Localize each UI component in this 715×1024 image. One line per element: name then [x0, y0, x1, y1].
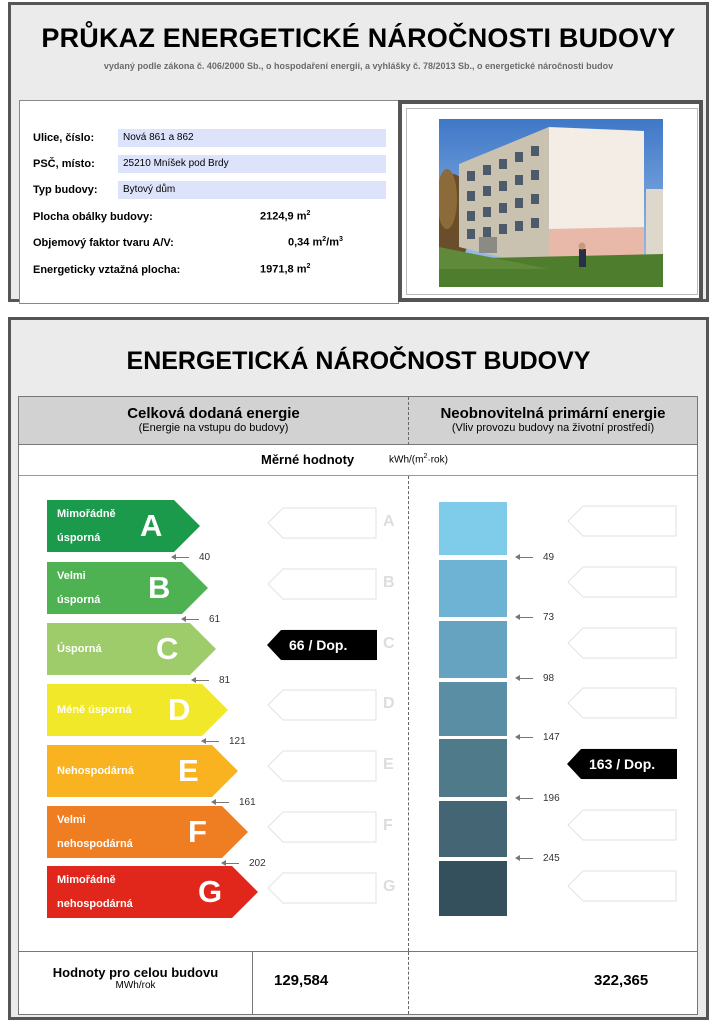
energy-performance-section — [8, 317, 709, 1020]
energy-class-letter: B — [148, 570, 171, 605]
energy-class-letter: D — [168, 692, 191, 727]
envelope-label: Plocha obálky budovy: — [33, 211, 153, 223]
delivered-energy-class-letter: G — [383, 878, 396, 895]
reference-area-label: Energeticky vztažná plocha: — [33, 264, 181, 276]
energy-class-letter: E — [178, 753, 199, 788]
whole-building-label: Hodnoty pro celou budovu — [52, 965, 219, 980]
primary-energy-threshold: 196 — [519, 793, 560, 804]
whole-building-unit: MWh/rok — [115, 980, 156, 991]
delivered-energy-class-letter: C — [383, 635, 395, 652]
street-field: Nová 861 a 862 — [118, 129, 386, 147]
delivered-energy-subtitle: (Energie na vstupu do budovy) — [138, 422, 289, 434]
bottom-column-divider — [408, 952, 409, 1014]
primary-energy-class-segment — [439, 861, 507, 916]
primary-energy-rating-badge: 163 / Dop. — [567, 749, 677, 779]
delivered-energy-threshold: 161 — [215, 797, 256, 808]
delivered-energy-class-letter: B — [383, 574, 395, 591]
whole-building-label-cell — [19, 952, 253, 1014]
primary-energy-class-segment — [439, 682, 507, 736]
energy-class-letter: G — [198, 874, 223, 909]
envelope-value: 2124,9 $m^2$ — [260, 210, 311, 223]
primary-energy-empty-marker — [567, 505, 677, 537]
energy-class-name: Velmi úsporná — [57, 570, 101, 606]
primary-energy-class-segment — [439, 560, 507, 617]
primary-energy-subtitle: (Vliv provozu budovy na životní prostředí) — [451, 422, 655, 434]
primary-energy-title: Neobnovitelná primární energie — [440, 405, 666, 422]
primary-energy-empty-marker — [567, 627, 677, 659]
zip-field: 25210 Mníšek pod Brdy — [118, 155, 386, 173]
certificate-title: PRŮKAZ ENERGETICKÉ NÁROČNOSTI BUDOVY — [41, 23, 676, 53]
delivered-energy-title: Celková dodaná energie — [127, 405, 300, 422]
energy-class-name: Nehospodárná — [57, 765, 135, 777]
building-photo-panel — [398, 100, 703, 302]
delivered-energy-total: 129,584 — [274, 972, 329, 989]
primary-energy-threshold: 73 — [519, 612, 554, 623]
primary-energy-class-segment — [439, 739, 507, 797]
delivered-energy-threshold: 81 — [195, 675, 230, 686]
building-photo — [439, 119, 663, 287]
primary-energy-empty-marker — [567, 687, 677, 719]
energy-class-name: Úsporná — [57, 643, 102, 655]
delivered-energy-threshold: 202 — [225, 858, 266, 869]
primary-energy-threshold: 147 — [519, 732, 560, 743]
delivered-energy-threshold: 61 — [185, 614, 220, 625]
energy-class-letter: A — [140, 508, 163, 543]
energy-class-name: Méně úsporná — [57, 704, 132, 716]
building-info-panel — [19, 100, 399, 304]
street-label: Ulice, číslo: — [33, 132, 95, 144]
delivered-energy-threshold: 121 — [205, 736, 246, 747]
primary-energy-total: 322,365 — [594, 972, 649, 989]
primary-energy-class-segment — [439, 621, 507, 678]
zip-label: PSČ, místo: — [33, 158, 95, 170]
energy-class-letter: F — [188, 814, 207, 849]
energy-class-name: Mimořádně úsporná — [57, 508, 116, 544]
energy-class-name: Velmi nehospodárná — [57, 814, 133, 850]
primary-energy-threshold: 98 — [519, 673, 554, 684]
primary-energy-empty-marker — [567, 870, 677, 902]
certificate-header — [8, 2, 709, 302]
type-label: Typ budovy: — [33, 184, 98, 196]
certificate-subtitle: vydaný podle zákona č. 406/2000 Sb., o hospodaření energií, a vyhlášky č. 78/2013 Sb., o energetické náročnosti budov — [103, 61, 614, 71]
primary-energy-empty-marker — [567, 809, 677, 841]
type-field: Bytový dům — [118, 181, 386, 199]
primary-energy-scale — [19, 397, 697, 951]
primary-energy-class-segment — [439, 801, 507, 857]
whole-building-row — [19, 951, 697, 1014]
primary-energy-threshold: 49 — [519, 552, 554, 563]
delivered-energy-threshold: 40 — [175, 552, 210, 563]
energy-table — [18, 396, 698, 1015]
primary-energy-class-segment — [439, 502, 507, 555]
delivered-energy-class-letter: D — [383, 695, 395, 712]
energy-section-title: ENERGETICKÁ NÁROČNOST BUDOVY — [126, 347, 591, 375]
specific-values-label: Měrné hodnoty — [261, 452, 355, 467]
shape-factor-label: Objemový faktor tvaru A/V: — [33, 237, 174, 249]
energy-class-letter: C — [156, 631, 179, 666]
energy-class-name: Mimořádně nehospodárná — [57, 874, 133, 910]
delivered-energy-class-letter: A — [383, 513, 395, 530]
delivered-energy-class-letter: E — [383, 756, 394, 773]
specific-values-unit: kWh/$(m^2\cdot rok)$ — [389, 453, 448, 466]
primary-energy-empty-marker — [567, 566, 677, 598]
shape-factor-value: 0,34 $m^2/m^3$ — [288, 236, 343, 249]
delivered-energy-class-letter: F — [383, 817, 393, 834]
delivered-energy-rating-badge: 66 / Dop. — [267, 630, 377, 660]
primary-energy-threshold: 245 — [519, 853, 560, 864]
reference-area-value: 1971,8 $m^2$ — [260, 263, 311, 276]
